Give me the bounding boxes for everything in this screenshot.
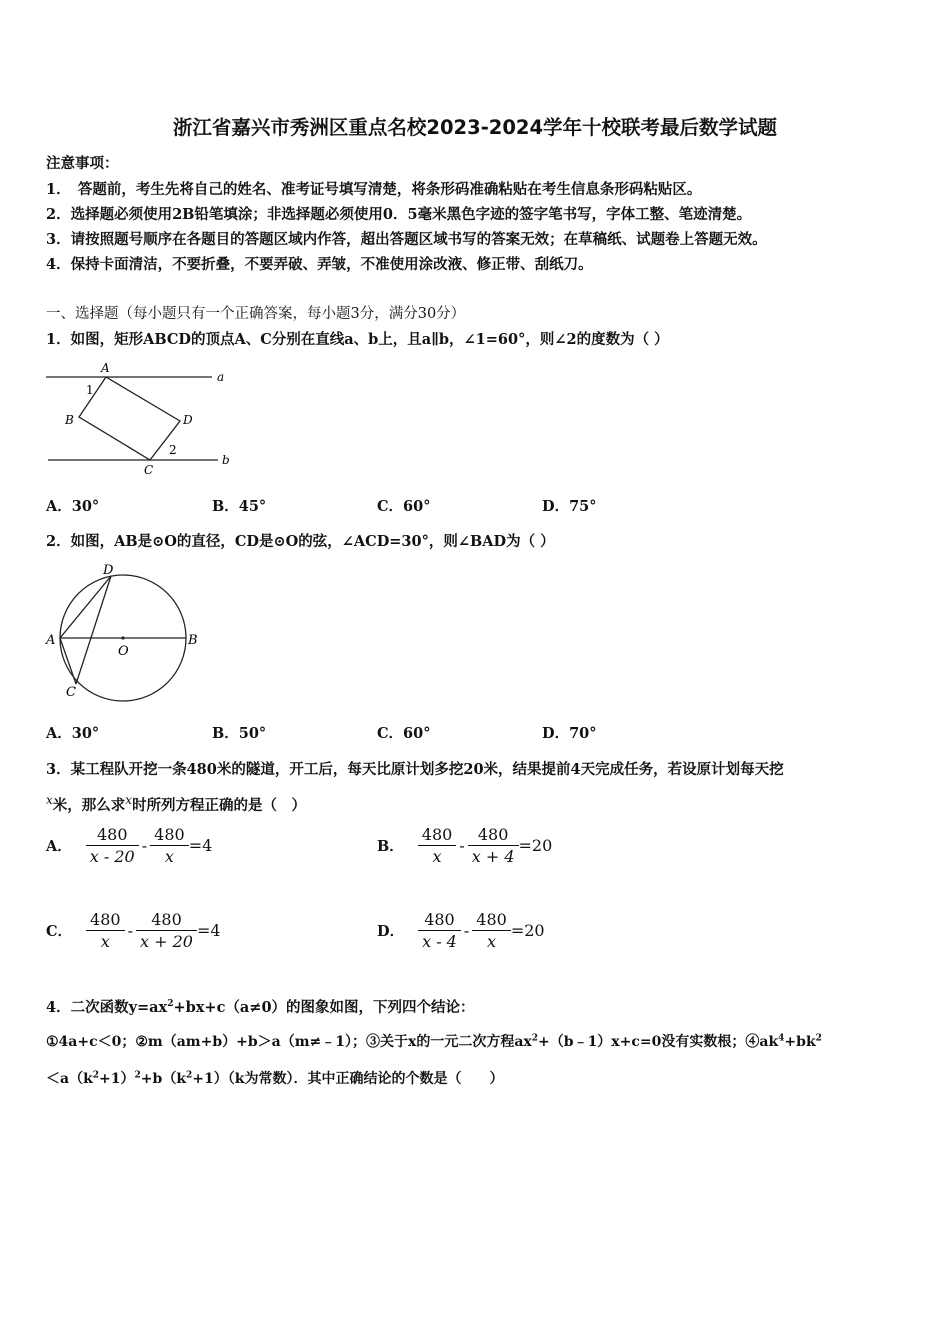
question-2-stem: 2．如图，AB是⊙O的直径，CD是⊙O的弦，∠ACD=30°，则∠BAD为（ ） [46,533,555,550]
question-2-figure [40,560,210,705]
notice-item-3: 3．请按照题号顺序在各题目的答题区域内作答，超出答题区域书写的答案无效；在草稿纸、试题卷上答题无效。 [46,231,767,248]
notice-heading: 注意事项： [46,155,119,172]
question-1-stem: 1．如图，矩形ABCD的顶点A、C分别在直线a、b上，且a∥b，∠1=60°，则∠2的度数为（ ） [46,331,669,348]
question-1-option-a: A．30° [46,498,100,515]
question-3-option-b: B． $\frac{480}{x}$ - $\frac{480}{x + 4}$ =20 [377,825,553,866]
question-4-statements-line1: ①4a+c＜0；②m（am+b）+b＞a（m≠﹣1）；③关于x的一元二次方程$ax^2+(b﹣1)x+c=0$没有实数根；$④ak^4+bk^2$ [46,1033,822,1050]
question-4-statements-line2: $<a(k^2+1)^2+b(k^2+1)(k$为常数）．其中正确结论的个数是（ ） [46,1070,504,1087]
page-title: 浙江省嘉兴市秀洲区重点名校2023-2024学年十校联考最后数学试题 [172,116,778,139]
center-point [121,636,124,639]
question-1-option-c: C．60° [377,498,431,515]
question-1-option-d: D．75° [542,498,597,515]
variable-x: x [125,793,133,807]
chord-ac [60,638,76,684]
question-1-figure [40,358,240,480]
label-D: D [103,563,114,578]
label-a: a [217,370,225,384]
label-A: A [46,633,56,648]
question-2-option-a: A．30° [46,725,100,742]
notice-item-4: 4．保持卡面清洁，不要折叠，不要弄破、弄皱，不准使用涂改液、修正带、刮纸刀。 [46,256,593,273]
rectangle-abcd [79,377,180,460]
label-C: C [144,463,154,477]
section-heading: 一、选择题（每小题只有一个正确答案，每小题3分，满分30分） [46,306,466,322]
label-B: B [65,413,74,427]
label-b: b [222,453,230,467]
label-O: O [118,644,129,659]
question-3-option-d: D． $\frac{480}{x - 4}$ - $\frac{480}{x}$ =20 [377,910,545,951]
label-A: A [101,361,110,375]
variable-x: x [46,793,53,807]
question-3-option-c: C． $\frac{480}{x}$ - $\frac{480}{x + 20}$ =4 [46,910,221,951]
label-D: D [183,413,193,427]
notice-item-2: 2．选择题必须使用2B铅笔填涂；非选择题必须使用0．5毫米黑色字迹的签字笔书写，字体工整、笔迹清楚。 [46,206,752,223]
question-2-option-c: C．60° [377,725,431,742]
label-angle-1: 1 [86,383,94,397]
question-1-option-b: B．45° [212,498,267,515]
notice-item-1: 1． 答题前，考生先将自己的姓名、准考证号填写清楚，将条形码准确粘贴在考生信息条形码粘贴区。 [46,181,702,198]
question-2-option-d: D．70° [542,725,597,742]
question-3-option-a: A． $\frac{480}{x - 20}$ - $\frac{480}{x}$ =4 [46,825,213,866]
label-C: C [66,685,76,700]
label-B: B [188,633,198,648]
question-2-option-b: B．50° [212,725,267,742]
question-3-stem-line2: $^x$米，那么求$^x$时所列方程正确的是（ ） [46,793,307,814]
label-angle-2: 2 [169,443,177,457]
chord-cd [76,576,111,684]
question-3-stem-line1: 3．某工程队开挖一条480米的隧道，开工后，每天比原计划多挖20米，结果提前4天完成任务，若设原计划每天挖 [46,761,784,778]
question-4-stem: 4．二次函数$y=ax^2+bx+c(a\ne 0)$的图象如图，下列四个结论： [46,999,475,1016]
